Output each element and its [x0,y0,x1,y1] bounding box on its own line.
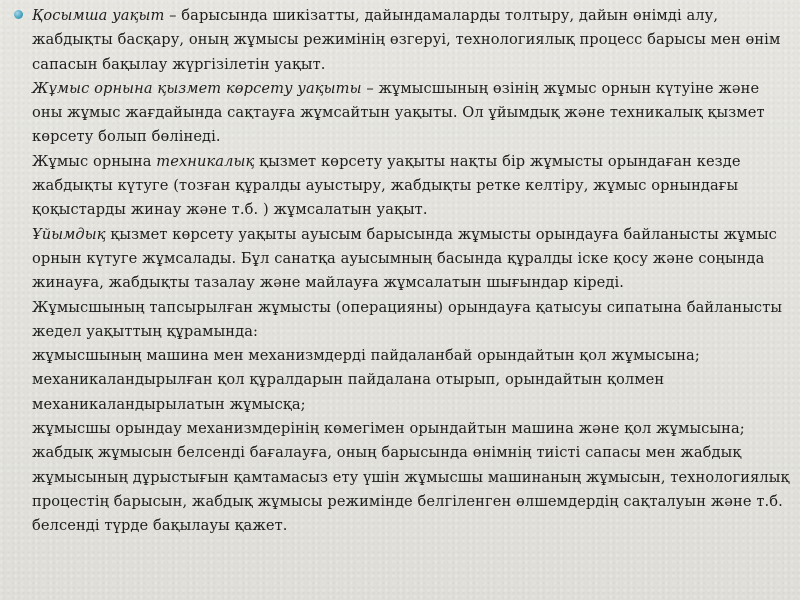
paragraph-organizational-service [32,223,794,296]
body-text: – барысында шикізатты, дайындамаларды толтыру, дайын өнімді алу, жабдықты басқару, оның жұмысы режимінің өзгеруі, технологиялық процесс барысы мен өнім сапасын бақылау жүргізілетін уақыт. [32,7,781,73]
emphasized-term: Қосымша уақыт [32,7,165,24]
body-text: – жұмысшының өзінің жұмыс орнын күтуіне және оны жұмыс жағдайында сақтауға жұмсайтын уақыты. Ол ұйымдық және техникалық қызмет көрсету болып бөлінеді. [32,79,765,146]
body-text: Жұмыс орнына [32,152,157,170]
paragraph-workplace-service-time [32,77,794,150]
emphasized-term: техникалық [156,152,255,170]
paragraph-technical-service [32,150,794,223]
emphasized-term: Ұйымдық [32,225,106,243]
body-text: жұмысшының машина мен механизмдерді пайдаланбай орындайтын қол жұмысына; механикаландырылған қол құралдарын пайдалана отырып, орындайтын қолмен механикаландырылатын жұмысқа; [32,347,700,413]
paragraph-additional-time [32,4,794,77]
body-text: жабдық жұмысын белсенді бағалауға, оның барысында өнімнің тиісті сапасы мен жабдық жұмысының дұрыстығын қамтамасыз ету үшін жұмысшы машинаның жұмысын, технологиялық процестің барысын, жабдық жұмысы режимінде белгіленген өлшемдердің сақталуын және т.б. белсенді түрде бақылауы қажет. [32,444,790,535]
body-text: қызмет көрсету уақыты ауысым барысында жұмысты орындауға байланысты жұмыс орнын күтуге жұмсалады. Бұл санатқа ауысымның басында құралды іске қосу және соңында жинауға, жабдықты тазалау және майлауға жұмсалатын шығындар кіреді. [32,225,777,292]
text-block [32,4,794,539]
bullet-dot-icon [14,10,23,19]
body-text: жұмысшы орындау механизмдерінің көмегімен орындайтын машина және қол жұмысына; [32,420,745,438]
paragraph-equipment-monitoring [32,441,794,538]
body-text: қызмет көрсету уақыты нақты бір жұмысты орындаған кезде жабдықты күтуге (тозған құралды ауыстыру, жабдықты ретке келтіру, жұмыс орнындағы қоқыстарды жинау және т.б. ) жұмсалатын уақыт. [32,152,741,219]
paragraph-machine-work [32,417,794,441]
paragraph-operational-time [32,296,794,345]
paragraph-manual-work [32,344,794,417]
emphasized-term: Жұмыс орнына қызмет көрсету уақыты [32,79,362,97]
body-text: Жұмысшының тапсырылған жұмысты (операцияны) орындауға қатысуы сипатына байланысты жедел уақыттың құрамында: [32,298,783,340]
